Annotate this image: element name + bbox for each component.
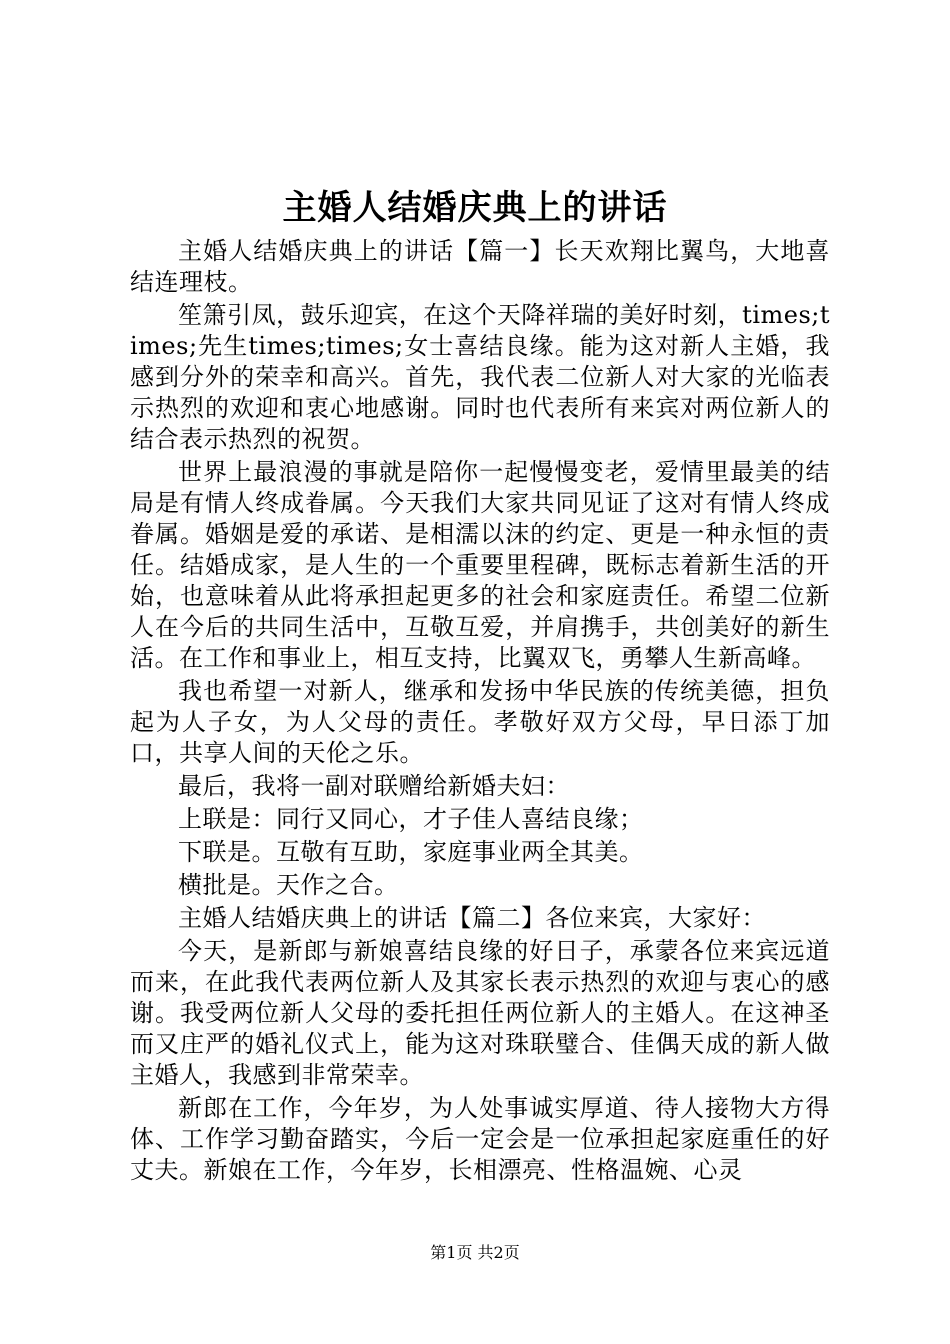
paragraph: 主婚人结婚庆典上的讲话【篇一】长天欢翔比翼鸟，大地喜结连理枝。 — [130, 237, 830, 296]
page-number-footer: 第1页 共2页 — [430, 1243, 520, 1262]
paragraph: 最后，我将一副对联赠给新婚夫妇： — [178, 772, 570, 800]
page-title: 主婚人结婚庆典上的讲话 — [282, 188, 668, 228]
paragraph: 笙箫引凤，鼓乐迎宾，在这个天降祥瑞的美好时刻，times;times;先生times;times;女士喜结良缘。能为这对新人主婚，我感到分外的荣幸和高兴。首先，我代表二位新人对大家的光临表示热烈的欢迎和衷心地感谢。同时也代表所有来宾对两位新人的结合表示热烈的祝贺。 — [130, 301, 830, 453]
paragraph: 下联是。互敬有互助，家庭事业两全其美。 — [178, 838, 644, 866]
document-body — [130, 236, 830, 1186]
paragraph: 今天，是新郎与新娘喜结良缘的好日子，承蒙各位来宾远道而来，在此我代表两位新人及其家长表示热烈的欢迎与衷心的感谢。我受两位新人父母的委托担任两位新人的主婚人。在这神圣而又庄严的婚礼仪式上，能为这对珠联璧合、佳偶天成的新人做主婚人，我感到非常荣幸。 — [130, 937, 830, 1089]
paragraph: 世界上最浪漫的事就是陪你一起慢慢变老，爱情里最美的结局是有情人终成眷属。今天我们大家共同见证了这对有情人终成眷属。婚姻是爱的承诺、是相濡以沫的约定、更是一种永恒的责任。结婚成家，是人生的一个重要里程碑，既标志着新生活的开始，也意味着从此将承担起更多的社会和家庭责任。希望二位新人在今后的共同生活中，互敬互爱，并肩携手，共创美好的新生活。在工作和事业上，相互支持，比翼双飞，勇攀人生新高峰。 — [130, 458, 830, 672]
paragraph: 主婚人结婚庆典上的讲话【篇二】各位来宾，大家好： — [178, 904, 766, 932]
paragraph: 横批是。天作之合。 — [178, 871, 399, 899]
paragraph: 上联是：同行又同心，才子佳人喜结良缘； — [178, 805, 644, 833]
paragraph: 新郎在工作，今年岁，为人处事诚实厚道、待人接物大方得体、工作学习勤奋踏实，今后一定会是一位承担起家庭重任的好丈夫。新娘在工作，今年岁，长相漂亮、性格温婉、心灵 — [130, 1094, 830, 1184]
paragraph: 我也希望一对新人，继承和发扬中华民族的传统美德，担负起为人子女，为人父母的责任。孝敬好双方父母，早日添丁加口，共享人间的天伦之乐。 — [130, 677, 830, 767]
